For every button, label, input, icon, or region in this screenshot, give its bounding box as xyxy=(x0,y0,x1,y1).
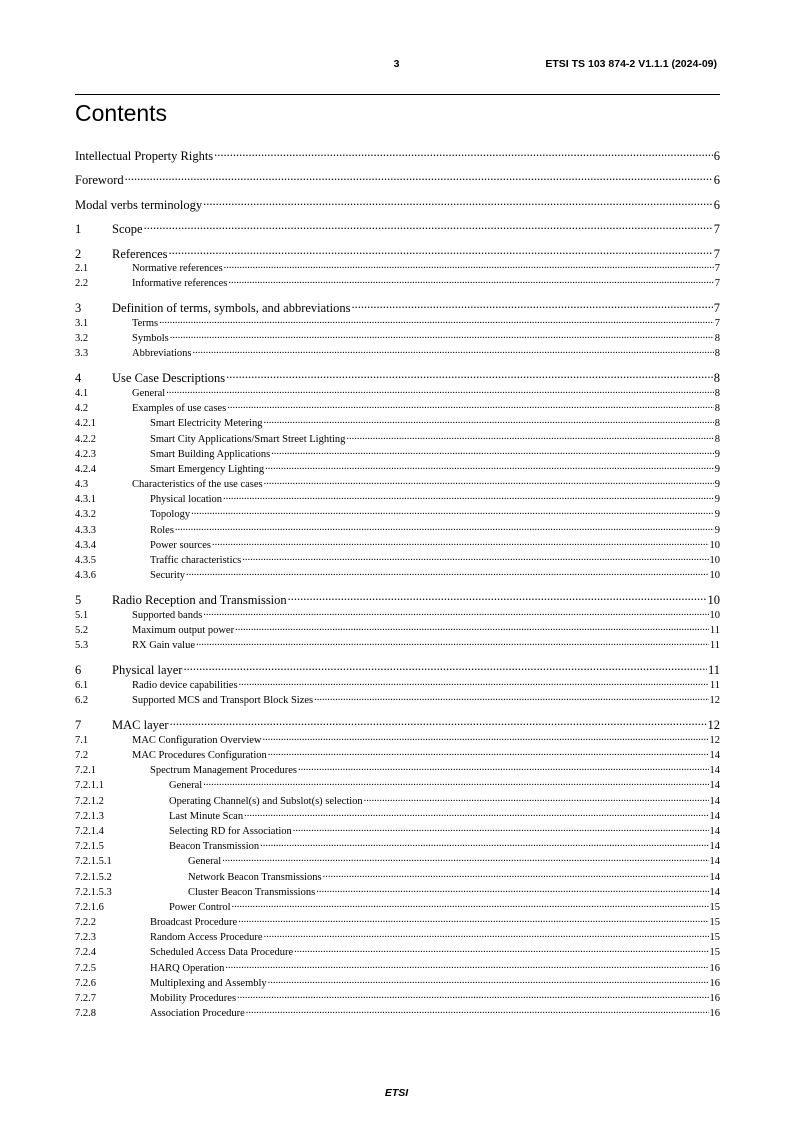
toc-entry[interactable]: 2 References ..... 7 xyxy=(75,245,720,261)
toc-dot-leader xyxy=(323,869,709,880)
toc-dot-leader xyxy=(203,778,708,789)
toc-entry-page: 7 xyxy=(714,278,720,290)
toc-entry[interactable]: 7.2.1.5.1 General ..... 14 xyxy=(75,854,720,869)
toc-entry-label: Modal verbs terminology xyxy=(75,197,203,212)
footer-publisher: ETSI xyxy=(384,1087,409,1099)
toc-entry-label: Examples of use cases xyxy=(132,403,227,415)
toc-dot-leader xyxy=(214,147,713,160)
toc-entry-page: 14 xyxy=(709,841,720,853)
toc-entry-page: 7 xyxy=(713,246,720,261)
toc-entry[interactable]: 4.3.6 Security ..... 10 xyxy=(75,568,720,583)
toc-entry-label: Last Minute Scan xyxy=(169,810,244,822)
toc-entry-page: 6 xyxy=(713,197,720,212)
toc-entry[interactable]: 7.2.1 Spectrum Management Procedures ..... 14 xyxy=(75,763,720,778)
toc-dot-leader xyxy=(223,492,714,503)
toc-entry[interactable]: 7.2.1.5 Beacon Transmission ..... 14 xyxy=(75,839,720,854)
toc-entry-page: 6 xyxy=(713,148,720,163)
toc-entry-page: 8 xyxy=(714,403,720,415)
toc-dot-leader xyxy=(298,763,709,774)
toc-entry[interactable]: 4.3.2 Topology ..... 9 xyxy=(75,507,720,522)
toc-dot-leader xyxy=(175,522,714,533)
toc-dot-leader xyxy=(203,196,713,209)
toc-dot-leader xyxy=(264,930,709,941)
toc-dot-leader xyxy=(227,401,714,412)
toc-entry-label: Power sources xyxy=(150,539,211,551)
toc-entry-label: MAC Configuration Overview xyxy=(132,734,262,746)
toc-entry-label: General xyxy=(169,780,203,792)
toc-entry-page: 8 xyxy=(714,418,720,430)
toc-dot-leader xyxy=(224,261,714,272)
toc-dot-leader xyxy=(314,693,708,704)
toc-entry-label: Radio device capabilities xyxy=(132,679,238,691)
toc-entry[interactable] xyxy=(75,196,720,212)
toc-entry[interactable]: 7.2.6 Multiplexing and Assembly ..... 16 xyxy=(75,975,720,990)
toc-entry-page: 12 xyxy=(707,718,720,733)
toc-dot-leader xyxy=(237,991,708,1002)
header-document-id: ETSI TS 103 874-2 V1.1.1 (2024-09) xyxy=(545,58,717,70)
toc-dot-leader xyxy=(125,172,713,185)
toc-entry-label: Intellectual Property Rights xyxy=(75,148,214,163)
toc-dot-leader xyxy=(316,884,708,895)
toc-dot-leader xyxy=(294,945,708,956)
toc-entry-page: 14 xyxy=(709,765,720,777)
toc-entry-page: 10 xyxy=(709,609,720,621)
toc-dot-leader xyxy=(244,808,708,819)
toc-dot-leader xyxy=(228,276,713,287)
toc-dot-leader xyxy=(265,461,714,472)
toc-entry-label: Smart Building Applications xyxy=(150,448,271,460)
toc-entry[interactable]: 7.2.1.2 Operating Channel(s) and Subslot(s) selection ..... 14 xyxy=(75,793,720,808)
toc-dot-leader xyxy=(170,717,707,730)
toc-entry-page: 12 xyxy=(709,734,720,746)
toc-entry-page: 9 xyxy=(714,479,720,491)
toc-dot-leader xyxy=(268,748,709,759)
toc-entry-label: Mobility Procedures xyxy=(150,993,237,1004)
toc-entry-label: References xyxy=(112,246,168,261)
toc-entry[interactable]: 7.2.7 Mobility Procedures ..... 16 xyxy=(75,991,720,1006)
toc-entry[interactable]: 4.3.1 Physical location ..... 9 xyxy=(75,492,720,507)
toc-dot-leader xyxy=(260,839,708,850)
toc-entry-page: 7 xyxy=(713,222,720,236)
toc-dot-leader xyxy=(293,823,709,834)
toc-entry-page: 14 xyxy=(709,810,720,822)
toc-dot-leader xyxy=(159,315,714,326)
toc-entry-page: 15 xyxy=(709,932,720,944)
toc-entry-page: 10 xyxy=(709,539,720,551)
toc-dot-leader xyxy=(242,553,708,564)
toc-dot-leader xyxy=(235,623,709,634)
toc-entry[interactable]: 7.2.1.3 Last Minute Scan ..... 14 xyxy=(75,808,720,823)
toc-dot-leader xyxy=(144,221,713,234)
toc-entry-page: 7 xyxy=(713,301,720,316)
toc-entry[interactable]: 4.3.4 Power sources ..... 10 xyxy=(75,537,720,552)
toc-entry-label: HARQ Operation xyxy=(150,962,225,974)
toc-entry[interactable]: 7.2.1.5.2 Network Beacon Transmissions ..... 14 xyxy=(75,869,720,884)
toc-entry-page: 10 xyxy=(709,570,720,582)
toc-entry-label: General xyxy=(132,387,166,399)
toc-entry-label: Topology xyxy=(150,509,191,521)
toc-entry-label: Smart Emergency Lighting xyxy=(150,463,265,475)
toc-entry[interactable]: 6 Physical layer ..... 11 xyxy=(75,662,720,678)
toc-entry[interactable]: 6.1 Radio device capabilities ..... 11 xyxy=(75,677,720,692)
toc-dot-leader xyxy=(364,793,709,804)
toc-entry-label: Security xyxy=(150,570,185,582)
toc-entry[interactable]: 4.1 General ..... 8 xyxy=(75,385,720,400)
toc-entry-label: Physical layer xyxy=(112,663,183,678)
toc-entry[interactable]: 5.2 Maximum output power ..... 11 xyxy=(75,623,720,638)
toc-entry-label: Scheduled Access Data Procedure xyxy=(150,947,294,959)
toc-entry-label: Characteristics of the use cases xyxy=(132,479,263,491)
toc-entry-page: 16 xyxy=(709,977,720,989)
toc-entry-label: Definition of terms, symbols, and abbreviations xyxy=(112,301,351,316)
toc-entry[interactable]: 7.2.1.6 Power Control ..... 15 xyxy=(75,899,720,914)
toc-entry-page: 11 xyxy=(707,663,720,678)
toc-entry-page: 11 xyxy=(709,625,720,637)
toc-entry-page: 9 xyxy=(714,524,720,536)
toc-entry-label: Maximum output power xyxy=(132,625,235,637)
toc-entry-label: Cluster Beacon Transmissions xyxy=(188,886,316,898)
toc-entry-label: RX Gain value xyxy=(132,640,195,652)
toc-dot-leader xyxy=(183,662,706,675)
toc-entry-label: Supported bands xyxy=(132,609,203,621)
toc-entry[interactable]: 7.2.1.4 Selecting RD for Association ..... 14 xyxy=(75,823,720,838)
toc-entry-page: 12 xyxy=(709,695,720,707)
toc-dot-leader xyxy=(169,245,713,258)
toc-dot-leader xyxy=(225,960,708,971)
toc-entry-label: Roles xyxy=(150,524,174,536)
toc-entry-label: Smart City Applications/Smart Street Lighting xyxy=(150,433,346,445)
toc-dot-leader xyxy=(203,607,708,618)
toc-entry[interactable]: 3.2 Symbols ..... 8 xyxy=(75,331,720,346)
toc-dot-leader xyxy=(226,370,713,383)
toc-entry-page: 8 xyxy=(713,371,720,386)
toc-entry-page: 14 xyxy=(709,825,720,837)
toc-entry[interactable]: 7.2.3 Random Access Procedure ..... 15 xyxy=(75,930,720,945)
toc-entry-label: Radio Reception and Transmission xyxy=(112,593,287,608)
toc-entry[interactable]: 4.2 Examples of use cases ..... 8 xyxy=(75,401,720,416)
toc-entry-page: 14 xyxy=(709,871,720,883)
toc-dot-leader xyxy=(262,732,708,743)
toc-entry-label: MAC layer xyxy=(112,718,169,733)
toc-entry[interactable]: 5.3 RX Gain value ..... 11 xyxy=(75,638,720,653)
toc-dot-leader xyxy=(346,431,713,442)
toc-entry[interactable]: 3 Definition of terms, symbols, and abbreviations ..... 7 xyxy=(75,300,720,316)
toc-entry-page: 7 xyxy=(714,263,720,274)
toc-entry-page: 9 xyxy=(714,463,720,475)
toc-entry[interactable]: 1 Scope ..... 7 xyxy=(75,221,720,237)
toc-entry[interactable]: 5 Radio Reception and Transmission ..... 10 xyxy=(75,592,720,608)
toc-dot-leader xyxy=(238,915,708,926)
toc-entry-label: Informative references xyxy=(132,278,228,290)
toc-entry-label: General xyxy=(188,856,222,868)
toc-entry-page: 10 xyxy=(707,593,720,608)
toc-dot-leader xyxy=(196,638,709,649)
toc-entry[interactable]: 2.1 Normative references ..... 7 xyxy=(75,261,720,276)
toc-entry-label: Multiplexing and Assembly xyxy=(150,977,267,989)
toc-dot-leader xyxy=(166,385,714,396)
toc-entry-page: 11 xyxy=(709,679,720,691)
toc-entry-page: 14 xyxy=(709,780,720,792)
toc-entry-page: 6 xyxy=(713,173,720,187)
toc-dot-leader xyxy=(191,507,714,518)
toc-entry-page: 8 xyxy=(714,333,720,345)
toc-entry[interactable]: 4.3.5 Traffic characteristics ..... 10 xyxy=(75,553,720,568)
toc-entry-label: Network Beacon Transmissions xyxy=(188,871,322,883)
toc-entry-label: Scope xyxy=(112,222,143,236)
toc-entry-page: 8 xyxy=(714,433,720,445)
toc-entry[interactable]: 4.2.2 Smart City Applications/Smart Street Lighting ..... 8 xyxy=(75,431,720,446)
toc-entry[interactable]: 7.2.5 HARQ Operation ..... 16 xyxy=(75,960,720,975)
toc-entry-label: Supported MCS and Transport Block Sizes xyxy=(132,695,314,707)
toc-entry-label: Smart Electricity Metering xyxy=(150,418,263,430)
toc-entry[interactable]: 7.2.4 Scheduled Access Data Procedure ..... 15 xyxy=(75,945,720,960)
toc-entry[interactable]: 4.2.3 Smart Building Applications ..... 9 xyxy=(75,446,720,461)
toc-entry[interactable]: 5.1 Supported bands ..... 10 xyxy=(75,607,720,622)
toc-entry[interactable]: 3.3 Abbreviations ..... 8 xyxy=(75,346,720,361)
toc-entry[interactable]: 7.2.1.1 General ..... 14 xyxy=(75,778,720,793)
toc-entry-page: 14 xyxy=(709,856,720,868)
toc-dot-leader xyxy=(186,568,709,579)
toc-entry-page: 9 xyxy=(714,494,720,506)
toc-entry-label: Beacon Transmission xyxy=(169,841,260,853)
toc-entry[interactable]: 4.2.1 Smart Electricity Metering ..... 8 xyxy=(75,416,720,431)
toc-entry-page: 10 xyxy=(709,555,720,566)
toc-dot-leader xyxy=(271,446,714,457)
toc-dot-leader xyxy=(288,592,707,605)
toc-entry[interactable]: 3.1 Terms ..... 7 xyxy=(75,315,720,330)
toc-entry-page: 16 xyxy=(709,962,720,974)
toc-dot-leader xyxy=(170,331,714,342)
toc-entry-page: 14 xyxy=(709,886,720,898)
toc-entry-label: Operating Channel(s) and Subslot(s) selection xyxy=(169,795,363,807)
toc-entry-page: 16 xyxy=(709,993,720,1004)
toc-entry[interactable] xyxy=(75,172,720,188)
toc-entry-label: MAC Procedures Configuration xyxy=(132,750,267,761)
toc-entry[interactable]: 2.2 Informative references ..... 7 xyxy=(75,276,720,291)
toc-entry-page: 8 xyxy=(714,348,720,360)
toc-entry-label: Power Control xyxy=(169,901,231,913)
toc-dot-leader xyxy=(212,537,709,548)
toc-entry-page: 15 xyxy=(709,901,720,913)
toc-entry[interactable]: 7.2.2 Broadcast Procedure ..... 15 xyxy=(75,915,720,930)
toc-dot-leader xyxy=(193,346,714,357)
table-of-contents xyxy=(75,147,720,1021)
toc-entry-page: 14 xyxy=(709,795,720,807)
toc-dot-leader xyxy=(246,1006,709,1017)
toc-entry-label: Spectrum Management Procedures xyxy=(150,765,297,777)
toc-entry-label: Symbols xyxy=(132,333,169,345)
toc-entry-label: Random Access Procedure xyxy=(150,932,263,944)
toc-entry-page: 9 xyxy=(714,509,720,521)
toc-dot-leader xyxy=(232,899,709,910)
page-title: Contents xyxy=(75,100,168,126)
toc-entry-page: 11 xyxy=(709,640,720,652)
header-rule xyxy=(75,94,720,95)
toc-entry-label: Normative references xyxy=(132,263,223,274)
toc-entry[interactable]: 7.1 MAC Configuration Overview ..... 12 xyxy=(75,732,720,747)
toc-dot-leader xyxy=(264,416,714,427)
toc-entry[interactable]: 4.2.4 Smart Emergency Lighting ..... 9 xyxy=(75,461,720,476)
toc-dot-leader xyxy=(268,975,709,986)
toc-entry-page: 7 xyxy=(714,317,720,329)
toc-entry[interactable]: 4.3.3 Roles ..... 9 xyxy=(75,522,720,537)
toc-entry[interactable]: 4 Use Case Descriptions ..... 8 xyxy=(75,370,720,386)
toc-dot-leader xyxy=(222,854,708,865)
toc-entry-label: Abbreviations xyxy=(132,348,192,360)
toc-entry[interactable]: 7 MAC layer ..... 12 xyxy=(75,717,720,733)
toc-entry-page: 8 xyxy=(714,387,720,399)
toc-dot-leader xyxy=(239,677,709,688)
toc-entry[interactable]: 4.3 Characteristics of the use cases ..... 9 xyxy=(75,477,720,492)
toc-entry[interactable]: 6.2 Supported MCS and Transport Block Sizes ..... 12 xyxy=(75,693,720,708)
toc-entry-label: Foreword xyxy=(75,173,124,187)
toc-entry[interactable]: 7.2.1.5.3 Cluster Beacon Transmissions ..... 14 xyxy=(75,884,720,899)
toc-entry-label: Association Procedure xyxy=(150,1008,245,1020)
toc-entry-label: Terms xyxy=(132,317,159,329)
toc-dot-leader xyxy=(352,300,713,313)
toc-entry[interactable]: 7.2 MAC Procedures Configuration ..... 14 xyxy=(75,748,720,763)
toc-entry[interactable]: 7.2.8 Association Procedure ..... 16 xyxy=(75,1006,720,1021)
toc-dot-leader xyxy=(264,477,714,488)
toc-entry-page: 16 xyxy=(709,1008,720,1020)
toc-entry-label: Broadcast Procedure xyxy=(150,917,238,929)
header-page-number: 3 xyxy=(393,58,400,70)
toc-entry-page: 14 xyxy=(709,750,720,761)
toc-entry-label: Selecting RD for Association xyxy=(169,825,292,837)
toc-entry[interactable] xyxy=(75,147,720,163)
toc-entry-label: Physical location xyxy=(150,494,223,506)
toc-entry-label: Use Case Descriptions xyxy=(112,371,226,386)
toc-entry-page: 15 xyxy=(709,947,720,959)
toc-entry-page: 9 xyxy=(714,448,720,460)
toc-entry-page: 15 xyxy=(709,917,720,929)
toc-entry-label: Traffic characteristics xyxy=(150,555,242,566)
